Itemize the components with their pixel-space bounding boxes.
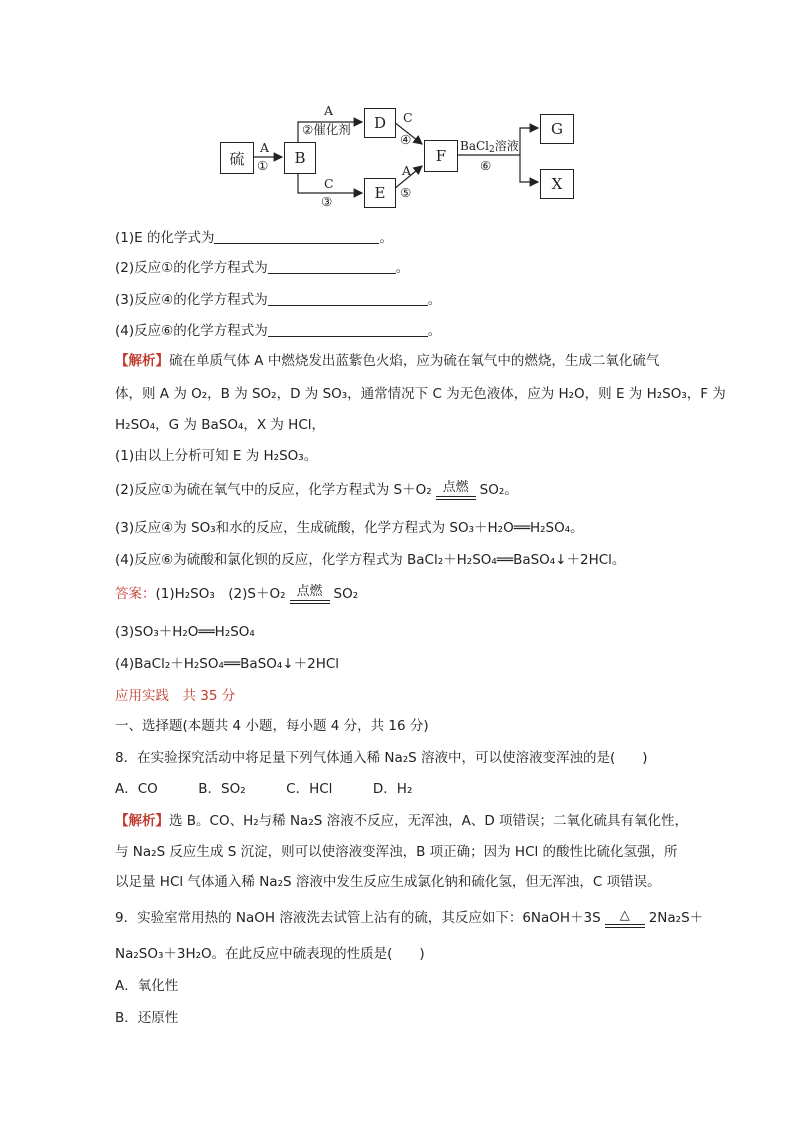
- answer-line-3: (3)SO₃＋H₂O══H₂SO₄: [115, 624, 255, 640]
- label-a2: A: [324, 103, 334, 118]
- question-9-stem-2: Na₂SO₃＋3H₂O。在此反应中硫表现的性质是( ): [115, 946, 425, 962]
- node-e: E: [364, 178, 396, 208]
- node-f: F: [424, 140, 458, 172]
- question-8-stem: 8．在实验探究活动中将足量下列气体通入稀 Na₂S 溶液中，可以使溶液变浑浊的是( ): [115, 750, 648, 766]
- answer-line-1: 答案：(1)H₂SO₃ (2)S＋O₂ 点燃 SO₂: [115, 583, 359, 602]
- label-c-top: C: [403, 110, 413, 125]
- label-step6: ⑥: [480, 158, 492, 173]
- question-9-option-b: B．还原性: [115, 1010, 179, 1026]
- analysis-paragraph-3: H₂SO₄，G 为 BaSO₄，X 为 HCl，: [115, 417, 326, 433]
- label-step5: ⑤: [400, 185, 412, 200]
- condition-ignite: 点燃: [436, 481, 476, 500]
- label-bacl2-solution: BaCl$_2$溶液: [460, 139, 519, 155]
- label-a1: A: [260, 140, 270, 155]
- label-a5: A: [402, 163, 412, 178]
- question-9-stem-1: 9．实验室常用热的 NaOH 溶液洗去试管上沾有的硫，其反应如下：6NaOH＋3S △ 2Na₂S＋: [115, 907, 704, 926]
- condition-heat: △: [605, 909, 645, 928]
- analysis-step-2: (2)反应①为硫在氧气中的反应，化学方程式为 S＋O₂ 点燃 SO₂。: [115, 479, 518, 498]
- label-step3: ③: [321, 194, 333, 209]
- answer-blank: [268, 291, 428, 306]
- flow-diagram: [210, 96, 590, 216]
- node-sulfur: 硫: [220, 142, 254, 174]
- node-g: G: [540, 114, 574, 144]
- question-8-analysis-3: 以足量 HCl 气体通入稀 Na₂S 溶液中发生反应生成氯化钠和硫化氢，但无浑浊，C 项错误。: [115, 874, 661, 890]
- answer-blank: [214, 229, 379, 244]
- node-d: D: [364, 108, 396, 138]
- analysis-paragraph-1: 【解析】硫在单质气体 A 中燃烧发出蓝紫色火焰，应为硫在氧气中的燃烧，生成二氧化硫气: [115, 353, 660, 369]
- section-subtitle: 一、选择题(本题共 4 小题，每小题 4 分，共 16 分): [115, 718, 429, 734]
- condition-ignite: 点燃: [290, 585, 330, 604]
- node-x: X: [540, 169, 574, 199]
- question-8-options: A．CO B．SO₂ C．HCl D．H₂: [115, 781, 413, 797]
- answer-blank: [268, 259, 396, 274]
- label-c-bottom: C: [324, 176, 334, 191]
- question-8-analysis-1: 【解析】选 B。CO、H₂与稀 Na₂S 溶液不反应，无浑浊，A、D 项错误；二氧化硫具有氧化性，: [115, 813, 689, 829]
- label-step1: ①: [257, 158, 269, 173]
- answer-line-4: (4)BaCl₂＋H₂SO₄══BaSO₄↓＋2HCl: [115, 656, 340, 672]
- question-1: (1)E 的化学式为 。: [115, 230, 393, 246]
- question-2: (2)反应①的化学方程式为 。: [115, 260, 410, 276]
- analysis-step-4: (4)反应⑥为硫酸和氯化钡的反应，化学方程式为 BaCl₂＋H₂SO₄══BaSO₄↓＋2HCl。: [115, 552, 626, 568]
- analysis-paragraph-2: 体，则 A 为 O₂，B 为 SO₂，D 为 SO₃，通常情况下 C 为无色液体，应为 H₂O，则 E 为 H₂SO₃，F 为: [115, 386, 726, 402]
- question-9-option-a: A．氧化性: [115, 978, 179, 994]
- question-3: (3)反应④的化学方程式为 。: [115, 292, 442, 308]
- question-8-analysis-2: 与 Na₂S 反应生成 S 沉淀，则可以使溶液变浑浊，B 项正确；因为 HCl 的酸性比硫化氢强，所: [115, 844, 678, 860]
- answer-blank: [268, 322, 428, 337]
- analysis-step-1: (1)由以上分析可知 E 为 H₂SO₃。: [115, 448, 318, 464]
- section-title: 应用实践 共 35 分: [115, 688, 236, 704]
- label-step4: ④: [400, 132, 412, 147]
- question-4: (4)反应⑥的化学方程式为 。: [115, 323, 442, 339]
- analysis-step-3: (3)反应④为 SO₃和水的反应，生成硫酸，化学方程式为 SO₃＋H₂O══H₂SO₄。: [115, 520, 584, 536]
- label-step2-catalyst: ②催化剂: [302, 122, 351, 137]
- node-b: B: [284, 142, 316, 174]
